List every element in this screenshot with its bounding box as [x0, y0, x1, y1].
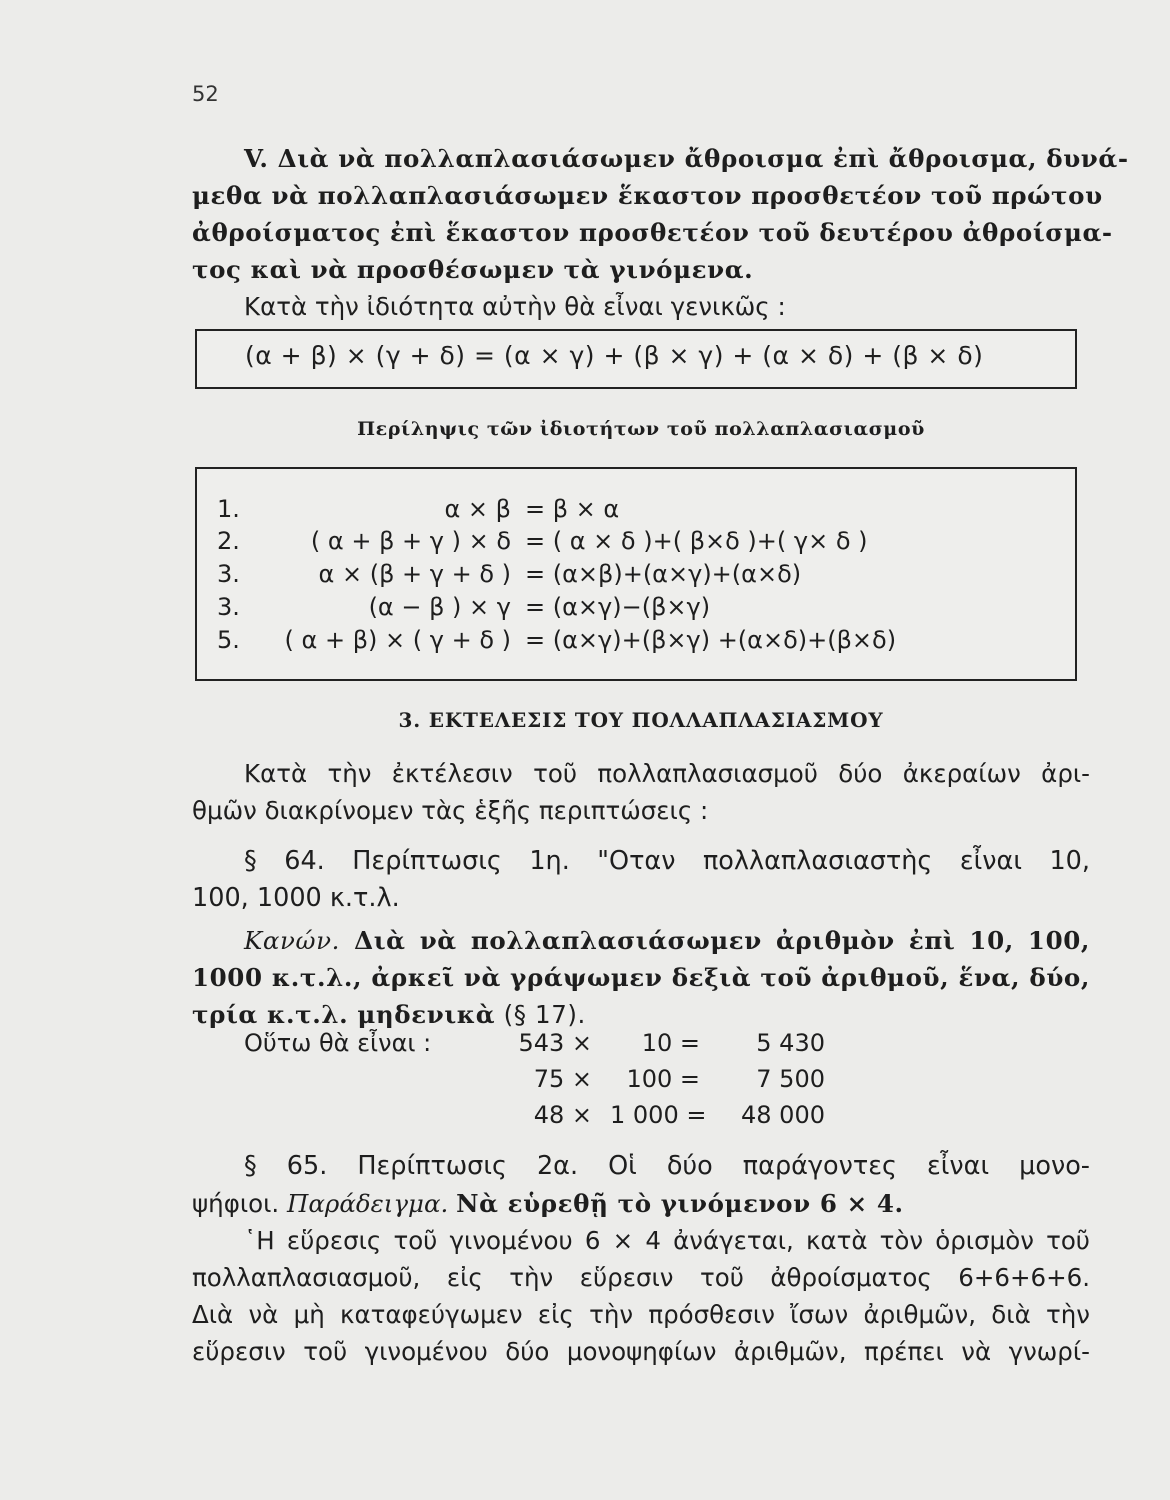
property-left: α × β — [444, 495, 511, 523]
property-number: 3. — [217, 593, 240, 621]
section3-intro-line-2: θμῶν διακρίνομεν τὰς ἑξῆς περιπτώσεις : — [192, 796, 709, 825]
case-65-line-2 — [192, 1185, 1090, 1222]
case-65-line-1: § 65. Περίπτωσις 2α. Οἱ δύο παράγοντες εἶναι μονο- — [244, 1151, 1090, 1181]
section3-intro — [192, 755, 1090, 829]
case-65-body-1: ῾Η εὕρεσις τοῦ γινομένου 6 × 4 ἀνάγεται, κατὰ τὸν ὁρισμὸν τοῦ — [244, 1226, 1090, 1255]
section-reference: (§ 17). — [495, 1000, 586, 1029]
example-result: 5 430 — [756, 1029, 825, 1057]
property-left: ( α + β) × ( γ + δ ) — [284, 626, 511, 654]
example-multiplier: 10 = — [641, 1029, 700, 1057]
case-65-body-2: πολλαπλασιασμοῦ, εἰς τὴν εὕρεσιν τοῦ ἀθροίσματος 6+6+6+6. — [192, 1263, 1090, 1292]
section3-intro-line-1: Κατὰ τὴν ἐκτέλεσιν τοῦ πολλαπλασιασμοῦ δύο ἀκεραίων ἀρι- — [244, 759, 1090, 788]
example-task: Νὰ εὑρεθῇ τὸ γινόμενον 6 × 4. — [456, 1189, 904, 1218]
case-64-line-1: § 64. Περίπτωσις 1η. "Οταν πολλαπλασιαστὴς εἶναι 10, — [244, 846, 1090, 876]
case-65-body-4: εὕρεσιν τοῦ γινομένου δύο μονοψηφίων ἀριθμῶν, πρέπει νὰ γνωρί- — [192, 1337, 1090, 1366]
properties-summary-box — [195, 467, 1077, 681]
property-left: (α − β ) × γ — [368, 593, 511, 621]
page-number: 52 — [192, 82, 219, 106]
example-factor: 75 × — [533, 1065, 592, 1093]
example-multiplier: 100 = — [626, 1065, 700, 1093]
rule-v-paragraph — [192, 140, 1129, 325]
examples-label: Οὕτω θὰ εἶναι : — [244, 1029, 432, 1057]
example-result: 48 000 — [741, 1101, 825, 1129]
case-64-line-2: 100, 1000 κ.τ.λ. — [192, 883, 400, 913]
example-factor: 48 × — [533, 1101, 592, 1129]
example-row — [192, 1061, 1090, 1097]
case-65 — [192, 1148, 1090, 1370]
property-number: 3. — [217, 560, 240, 588]
summary-caption: Περίληψις τῶν ἰδιοτήτων τοῦ πολλαπλασιασμοῦ — [357, 418, 925, 440]
rule-64-line-1 — [192, 922, 1090, 959]
example-row — [192, 1097, 1090, 1133]
example-multiplier: 1 000 = — [610, 1101, 707, 1129]
rule-v-line-3: ἀθροίσματος ἐπὶ ἕκαστον προσθετέον τοῦ δευτέρου ἀθροίσμα- — [192, 218, 1113, 247]
example-label: Παράδειγμα. — [287, 1189, 449, 1218]
general-formula-box — [195, 329, 1077, 389]
rule-v-line-1: V. Διὰ νὰ πολλαπλασιάσωμεν ἄθροισμα ἐπὶ ἄθροισμα, δυνά- — [244, 144, 1129, 173]
rule-64-line-2: 1000 κ.τ.λ., ἀρκεῖ νὰ γράψωμεν δεξιὰ τοῦ ἀριθμοῦ, ἕνα, δύο, — [192, 963, 1090, 992]
case-64-heading — [192, 843, 1090, 917]
rule-64 — [192, 922, 1090, 1033]
rule-v-line-2: μεθα νὰ πολλαπλασιάσωμεν ἕκαστον προσθετέον τοῦ πρώτου — [192, 181, 1103, 210]
property-number: 5. — [217, 626, 240, 654]
rule-64-text-3: τρία κ.τ.λ. μηδενικὰ — [192, 1000, 496, 1029]
property-left: α × (β + γ + δ ) — [318, 560, 511, 588]
rule-label: Κανών. — [244, 926, 341, 955]
example-result: 7 500 — [756, 1065, 825, 1093]
property-right: = (α×γ)+(β×γ) +(α×δ)+(β×δ) — [525, 626, 897, 654]
general-intro: Κατὰ τὴν ἰδιότητα αὐτὴν θὰ εἶναι γενικῶς : — [244, 292, 786, 321]
examples-block — [192, 1025, 1090, 1133]
rule-v-line-4: τος καὶ νὰ προσθέσωμεν τὰ γινόμενα. — [192, 255, 754, 284]
property-left: ( α + β + γ ) × δ — [310, 527, 511, 555]
case-65-pre: ψήφιοι. — [192, 1189, 280, 1218]
property-right: = ( α × δ )+( β×δ )+( γ× δ ) — [525, 527, 868, 555]
example-factor: 543 × — [518, 1029, 592, 1057]
case-65-body-3: Διὰ νὰ μὴ καταφεύγωμεν εἰς τὴν πρόσθεσιν ἴσων ἀριθμῶν, διὰ τὴν — [192, 1300, 1090, 1329]
rule-64-text-1: Διὰ νὰ πολλαπλασιάσωμεν ἀριθμὸν ἐπὶ 10, 100, — [354, 926, 1090, 955]
property-right: = (α×γ)−(β×γ) — [525, 593, 711, 621]
general-formula: (α + β) × (γ + δ) = (α × γ) + (β × γ) + (α × δ) + (β × δ) — [245, 341, 984, 370]
property-number: 2. — [217, 527, 240, 555]
property-number: 1. — [217, 495, 240, 523]
example-row — [192, 1025, 1090, 1061]
property-right: = (α×β)+(α×γ)+(α×δ) — [525, 560, 802, 588]
section-title: 3. ΕΚΤΕΛΕΣΙΣ ΤΟΥ ΠΟΛΛΑΠΛΑΣΙΑΣΜΟΥ — [398, 708, 884, 732]
property-right: = β × α — [525, 495, 620, 523]
